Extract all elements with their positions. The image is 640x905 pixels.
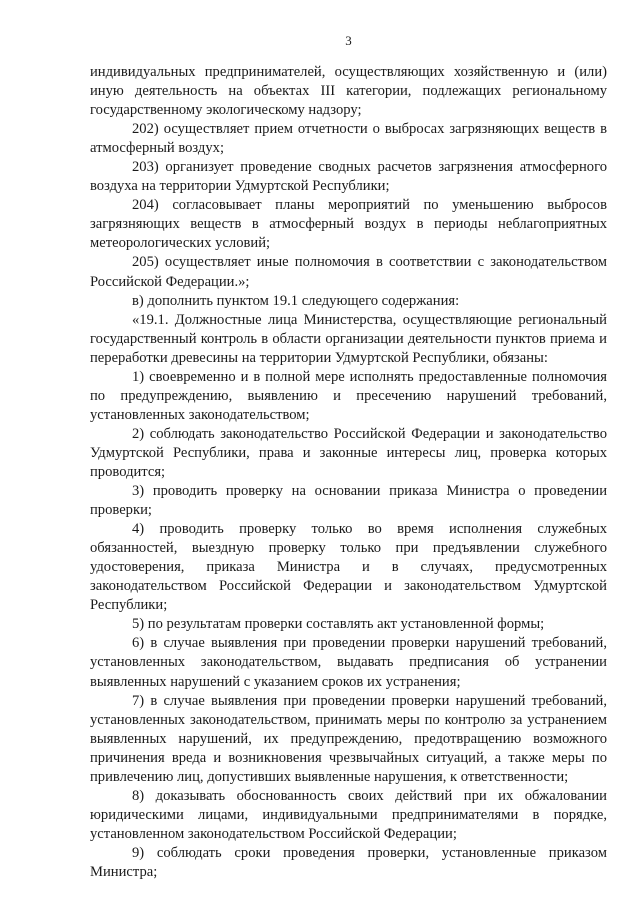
paragraph-item-204: 204) согласовывает планы мероприятий по уменьшению выбросов загрязняющих веществ в атмосферный воздух в периоды неблагоприятных метеорологических условий; [90,197,607,252]
paragraph-amendment-v: в) дополнить пунктом 19.1 следующего содержания: [132,292,460,309]
paragraph-duty-1: 1) своевременно и в полной мере исполнять предоставленные полномочия по предупреждению, выявлению и пресечению нарушений требований, установленных законодательством; [90,368,607,423]
paragraph-duty-7: 7) в случае выявления при проведении проверки нарушений требований, установленных законодательством, принимать меры по контролю за устранением выявленных нарушений, их предупреждению, предотвращению возможного причинения вреда и возникновения чрезвычайных ситуаций, а также меры по привлечению лиц, допустивших выявленные нарушения, к ответственности; [90,692,607,785]
page-number: 3 [345,33,352,48]
paragraph-clause-19-1: «19.1. Должностные лица Министерства, осуществляющие региональный государственный контроль в области организации деятельности пунктов приема и переработки древесины на территории Удмуртской Республики, обязаны: [90,311,607,366]
paragraph-duty-6: 6) в случае выявления при проведении проверки нарушений требований, установленных законодательством, выдавать предписания об устранении выявленных нарушений с указанием сроков их устранения; [90,635,607,690]
paragraph-duty-9: 9) соблюдать сроки проведения проверки, установленные приказом Министра; [90,844,607,880]
paragraph-item-203: 203) организует проведение сводных расчетов загрязнения атмосферного воздуха на территории Удмуртской Республики; [90,159,607,195]
paragraph-duty-2: 2) соблюдать законодательство Российской Федерации и законодательство Удмуртской Республики, права и законные интересы лиц, проверка которых проводится; [90,425,607,480]
document-body [90,63,607,882]
paragraph-item-202: 202) осуществляет прием отчетности о выбросах загрязняющих веществ в атмосферный воздух; [90,121,607,157]
paragraph-duty-5: 5) по результатам проверки составлять акт установленной формы; [132,616,545,633]
paragraph-item-205: 205) осуществляет иные полномочия в соответствии с законодательством Российской Федерации.»; [90,254,607,290]
paragraph-duty-4: 4) проводить проверку только во время исполнения служебных обязанностей, выездную проверку только при предъявлении служебного удостоверения, приказа Министра и в случаях, предусмотренных законодательством Российской Федерации и законодательством Удмуртской Республики; [90,521,607,614]
paragraph-duty-8: 8) доказывать обоснованность своих действий при их обжаловании юридическими лицами, индивидуальными предпринимателями в порядке, установленном законодательством Российской Федерации; [90,787,607,842]
paragraph-continuation: индивидуальных предпринимателей, осуществляющих хозяйственную и (или) иную деятельность на объектах III категории, подлежащих региональному государственному экологическому надзору; [90,64,607,119]
paragraph-duty-3: 3) проводить проверку на основании приказа Министра о проведении проверки; [90,483,607,519]
